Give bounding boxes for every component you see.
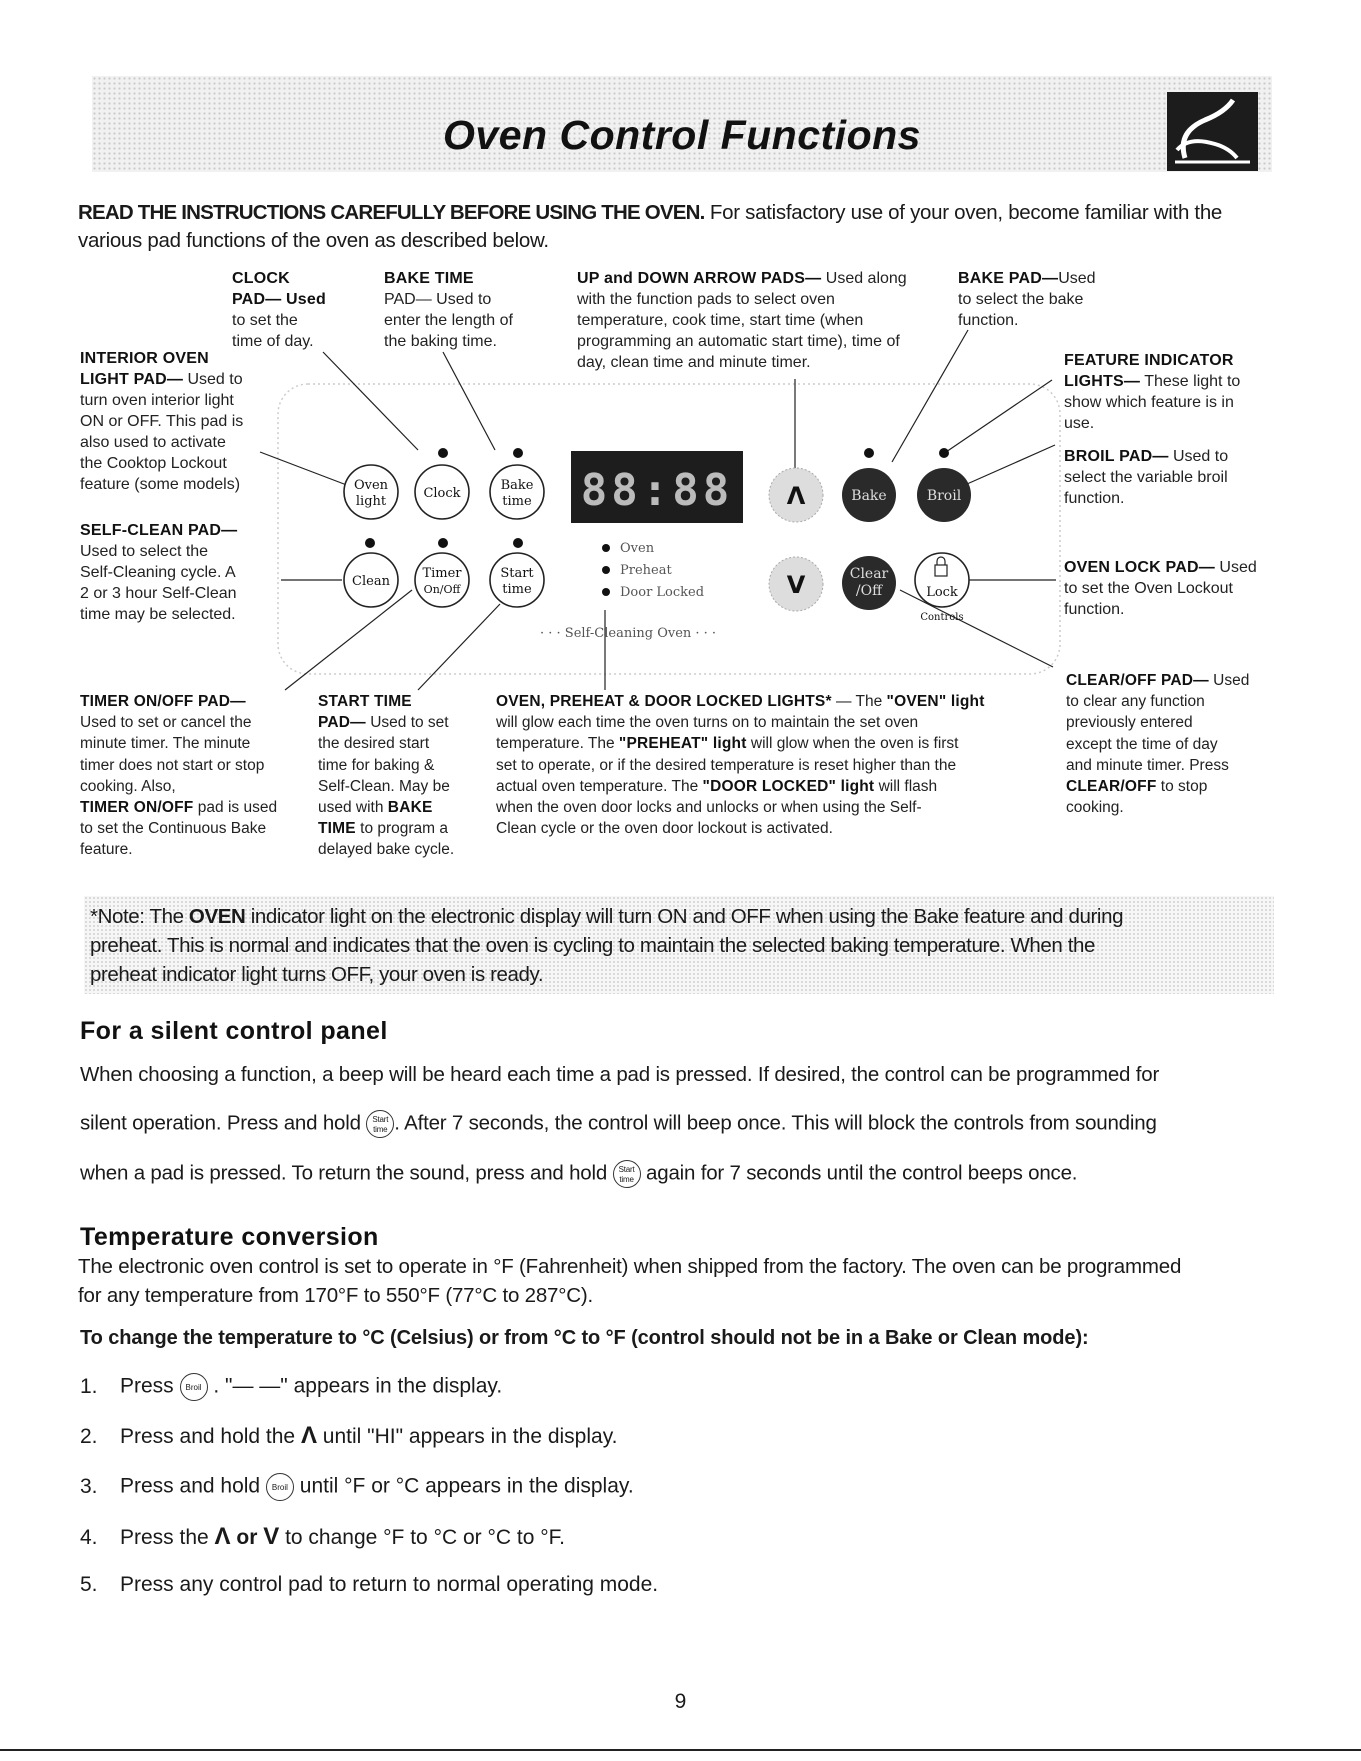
silent-p3b: again for 7 seconds until the control beeps once. [640, 1161, 1078, 1185]
lights-l4a: actual oven temperature. The [496, 777, 703, 795]
interior-title: INTERIOR OVEN [80, 350, 209, 367]
bake-time-pad-l1: Bake [500, 478, 534, 493]
bake-pad-title: BAKE PAD— [958, 270, 1059, 287]
bake-pad-text: Bake [851, 488, 887, 504]
interior-l4: the Cooktop Lockout [80, 455, 227, 472]
note-c: indicator light on the electronic display will turn ON and OFF when using the Bake feature and during [245, 905, 1124, 928]
down-arrow-pad [769, 557, 823, 611]
clear-off-title: CLEAR/OFF PAD— [1066, 672, 1209, 689]
lights-title: OVEN, PREHEAT & DOOR LOCKED LIGHTS* [496, 693, 832, 710]
clock-pad-label: Clock [423, 486, 461, 501]
bake-time-pad-l2: time [502, 494, 532, 509]
start-time-pad-l1: Start [500, 566, 534, 581]
broil-title-rest: Used to [1168, 448, 1229, 465]
broil-l1: select the variable broil [1064, 469, 1228, 486]
note-e: preheat indicator light turns OFF, your oven is ready. [90, 963, 544, 986]
self-clean-l1: Used to select the [80, 543, 209, 560]
start-time-title: START TIME [318, 693, 412, 710]
footer-rule [0, 1749, 1361, 1751]
lock-pad [915, 553, 969, 623]
broil-pad-text: Broil [926, 488, 962, 504]
step-2-a: Press and hold the [120, 1425, 301, 1448]
silent-p2a: silent operation. Press and hold [80, 1111, 367, 1135]
arrows-title: UP and DOWN ARROW PADS— [577, 270, 822, 287]
clear-off-pad [842, 556, 896, 610]
indicator-oven: Oven [620, 541, 655, 556]
clock-l2: to set the [232, 312, 298, 329]
intro-rest: For satisfactory use of your oven, become familiar with the various pad functions of the oven as described below. [78, 201, 1223, 252]
step-3-num: 3. [80, 1474, 98, 1498]
arrows-l2: temperature, cook time, start time (when [577, 312, 864, 329]
clear-off-l5: to stop [1156, 778, 1208, 796]
timer-pad [415, 553, 469, 607]
clear-off-l3: except the time of day [1066, 735, 1218, 753]
up-arrow-glyph: Λ [786, 482, 806, 510]
lights-l3: set to operate, or if the desired temperature is reset higher than the [496, 756, 957, 774]
step-1-b: . "— —" appears in the display. [207, 1374, 503, 1398]
arrows-l3: programming an automatic start time), time of [577, 333, 900, 350]
clear-off-pad-l1: Clear [849, 566, 889, 582]
feature-l1: show which feature is in [1064, 394, 1234, 411]
timer-l6: to set the Continuous Bake [80, 820, 267, 838]
broil-pad-icon: Broil [180, 1373, 208, 1401]
interior-l1: turn oven interior light [80, 392, 234, 409]
start-time-l6-bold: TIME [318, 820, 356, 838]
step-4-a: Press the [120, 1526, 215, 1549]
timer-l1: Used to set or cancel the [80, 714, 252, 732]
clock-l1: PAD— Used [232, 291, 326, 308]
start-time-pad [490, 553, 544, 607]
feature-title2: LIGHTS— [1064, 373, 1141, 390]
bake-time-l3: the baking time. [384, 333, 497, 350]
timer-l7: feature. [80, 841, 133, 859]
step-3 [80, 1473, 634, 1501]
start-pad-l2: time [373, 1125, 388, 1134]
step-4-b: to change °F to °C or °C to °F. [279, 1526, 565, 1549]
interior-title2: LIGHT PAD— [80, 371, 184, 388]
start-pad-l1: Start [372, 1115, 389, 1124]
arrows-l1: with the function pads to select oven [577, 291, 835, 308]
clear-off-title-rest: Used [1208, 672, 1250, 689]
indicator-preheat: Preheat [620, 563, 672, 578]
lights-l5: when the oven door locks and unlocks or when using the Self- [496, 799, 922, 817]
start-time-l4: Self-Clean. May be [318, 777, 450, 795]
self-clean-l3: 2 or 3 hour Self-Clean [80, 585, 237, 602]
clear-off-l1: to clear any function [1066, 693, 1205, 711]
temp-p1: The electronic oven control is set to operate in °F (Fahrenheit) when shipped from the factory. The oven can be programmed [78, 1255, 1182, 1278]
start-time-l3: time for baking & [318, 756, 435, 774]
clear-off-pad-l2: /Off [855, 583, 883, 599]
step-2-num: 2. [80, 1425, 98, 1448]
feature-title: FEATURE INDICATOR [1064, 352, 1234, 369]
silent-p2 [80, 1110, 1157, 1138]
intro-bold: READ THE INSTRUCTIONS CAREFULLY BEFORE USING THE OVEN. [78, 201, 705, 224]
start-time-l1: Used to set [365, 714, 449, 732]
clear-off-l5-bold: CLEAR/OFF [1066, 778, 1157, 796]
temp-p2: for any temperature from 170°F to 550°F (77°C to 287°C). [78, 1284, 593, 1307]
step-3-a: Press and hold [120, 1474, 266, 1498]
note-box [84, 896, 1274, 994]
arrows-l4: day, clean time and minute timer. [577, 354, 811, 371]
start-time-l2: the desired start [318, 735, 430, 753]
step-3-b: until °F or °C appears in the display. [293, 1474, 634, 1498]
start-time-pad-icon [366, 1110, 394, 1138]
feature-title2-rest: These light to [1140, 373, 1241, 390]
timer-pad-l1: Timer [422, 566, 462, 581]
broil-pad-icon-2: Broil [266, 1473, 294, 1501]
lights-l2c: will glow when the oven is first [746, 735, 959, 753]
silent-p3 [80, 1160, 1077, 1188]
up-arrow-icon-2: Λ [214, 1523, 231, 1550]
interior-l2: ON or OFF. This pad is [80, 413, 244, 430]
temp-subheading: To change the temperature to °C (Celsius) or from °C to °F (control should not be in a Bake or Clean mode): [80, 1327, 1089, 1349]
step-1-a: Press [120, 1374, 180, 1398]
broil-l2: function. [1064, 490, 1125, 507]
bake-pad [842, 468, 896, 522]
up-arrow-icon: Λ [300, 1422, 317, 1449]
down-arrow-icon: V [263, 1523, 280, 1550]
down-arrow-glyph: V [786, 571, 806, 599]
timer-l3: timer does not start or stop [80, 756, 265, 774]
start-pad2-l2: time [619, 1175, 634, 1184]
step-4 [80, 1523, 565, 1551]
oven-lock-l1: to set the Oven Lockout [1064, 580, 1233, 597]
page-title: Oven Control Functions [443, 112, 921, 158]
bake-time-pad [490, 465, 544, 519]
step-2 [80, 1422, 617, 1450]
silent-p2b: . After 7 seconds, the control will beep once. This will block the controls from sounding [394, 1111, 1157, 1135]
lights-l4b: "DOOR LOCKED" light [702, 777, 875, 795]
lcd-display [571, 451, 743, 523]
note-a: *Note: The [90, 905, 189, 928]
bake-time-title: BAKE TIME [384, 270, 474, 287]
silent-heading: For a silent control panel [80, 1017, 388, 1045]
self-clean-l2: Self-Cleaning cycle. A [80, 564, 236, 581]
start-time-l5-bold: BAKE [387, 799, 433, 817]
interior-title2-rest: Used to [183, 371, 243, 388]
oven-light-pad [344, 465, 398, 519]
oven-light-pad-l2: light [355, 494, 387, 509]
lights-l4c: will flash [874, 777, 938, 795]
clock-pad [415, 465, 469, 519]
temp-heading: Temperature conversion [80, 1223, 379, 1251]
step-5-num: 5. [80, 1573, 98, 1596]
lights-l2a: temperature. The [496, 735, 619, 753]
bake-pad-l2: function. [958, 312, 1019, 329]
lights-title-bold2: "OVEN" light [886, 693, 985, 710]
lights-l2b: "PREHEAT" light [618, 735, 747, 753]
note-text [90, 902, 1270, 989]
interior-l5: feature (some models) [80, 476, 241, 493]
clear-off-l4: and minute timer. Press [1066, 756, 1229, 774]
silent-p3a: when a pad is pressed. To return the sound, press and hold [80, 1161, 613, 1185]
step-1-num: 1. [80, 1374, 98, 1398]
step-1 [80, 1373, 502, 1401]
arrows-title-rest: Used along [821, 270, 907, 287]
start-time-pad-l2: time [502, 582, 532, 597]
silent-p1: When choosing a function, a beep will be heard each time a pad is pressed. If desired, the control can be programmed for [80, 1063, 1160, 1086]
indicator-door-locked: Door Locked [620, 585, 705, 600]
broil-title: BROIL PAD— [1064, 448, 1169, 465]
lock-pad-text: Lock [926, 585, 958, 600]
oven-light-pad-l1: Oven [353, 478, 389, 493]
broil-pad [917, 468, 971, 522]
start-time-l5: used with [318, 799, 388, 817]
self-clean-l4: time may be selected. [80, 606, 236, 623]
clear-off-l6: cooking. [1066, 799, 1124, 817]
step-2-b: until "HI" appears in the display. [316, 1425, 618, 1448]
start-pad2-l1: Start [618, 1165, 635, 1174]
step-4-or: or [230, 1526, 264, 1549]
display-digits: 88:88 [580, 465, 734, 516]
page-number: 9 [674, 1690, 687, 1713]
self-cleaning-label: · · · Self-Cleaning Oven · · · [540, 626, 717, 641]
clock-title: CLOCK [232, 270, 290, 287]
bake-pad-l1: to select the bake [958, 291, 1084, 308]
step-5 [80, 1573, 658, 1597]
note-b: OVEN [188, 905, 246, 928]
step-4-num: 4. [80, 1526, 98, 1549]
lock-pad-sub: Controls [920, 612, 964, 623]
timer-pad-l2: On/Off [423, 583, 461, 596]
start-time-pad-icon-2 [613, 1160, 641, 1188]
self-clean-title: SELF-CLEAN PAD— [80, 522, 238, 539]
timer-l5: pad is used [193, 799, 278, 817]
oven-lock-l2: function. [1064, 601, 1125, 618]
clean-pad [344, 553, 398, 607]
bake-time-l1: PAD— Used to [384, 291, 492, 308]
lights-l1: will glow each time the oven turns on to maintain the set oven [496, 714, 919, 732]
indicator-lights [540, 541, 716, 641]
clock-l3: time of day. [232, 333, 314, 350]
note-d: preheat. This is normal and indicates that the oven is cycling to maintain the selected baking temperature. When the [90, 934, 1096, 957]
start-time-l1-bold: PAD— [318, 714, 366, 732]
up-arrow-pad [769, 468, 823, 522]
timer-title: TIMER ON/OFF PAD— [80, 693, 246, 710]
bake-pad-title-rest: Used [1058, 270, 1096, 287]
control-panel-diagram [0, 0, 1361, 880]
clear-off-l2: previously entered [1066, 714, 1193, 732]
timer-l2: minute timer. The minute [80, 735, 251, 753]
step-5-a: Press any control pad to return to normal operating mode. [120, 1573, 659, 1596]
feature-l2: use. [1064, 415, 1095, 432]
start-time-l6: to program a [355, 820, 449, 838]
clean-pad-label: Clean [352, 574, 390, 589]
oven-lock-title: OVEN LOCK PAD— [1064, 559, 1215, 576]
timer-l5-bold: TIMER ON/OFF [80, 799, 194, 817]
timer-l4: cooking. Also, [80, 777, 176, 795]
bake-time-l2: enter the length of [384, 312, 513, 329]
start-time-l7: delayed bake cycle. [318, 841, 455, 859]
oven-lock-title-rest: Used [1214, 559, 1257, 576]
lights-title-rest: — The [831, 693, 887, 710]
interior-l3: also used to activate [80, 434, 226, 451]
lights-l6: Clean cycle or the oven door lockout is activated. [496, 820, 833, 838]
